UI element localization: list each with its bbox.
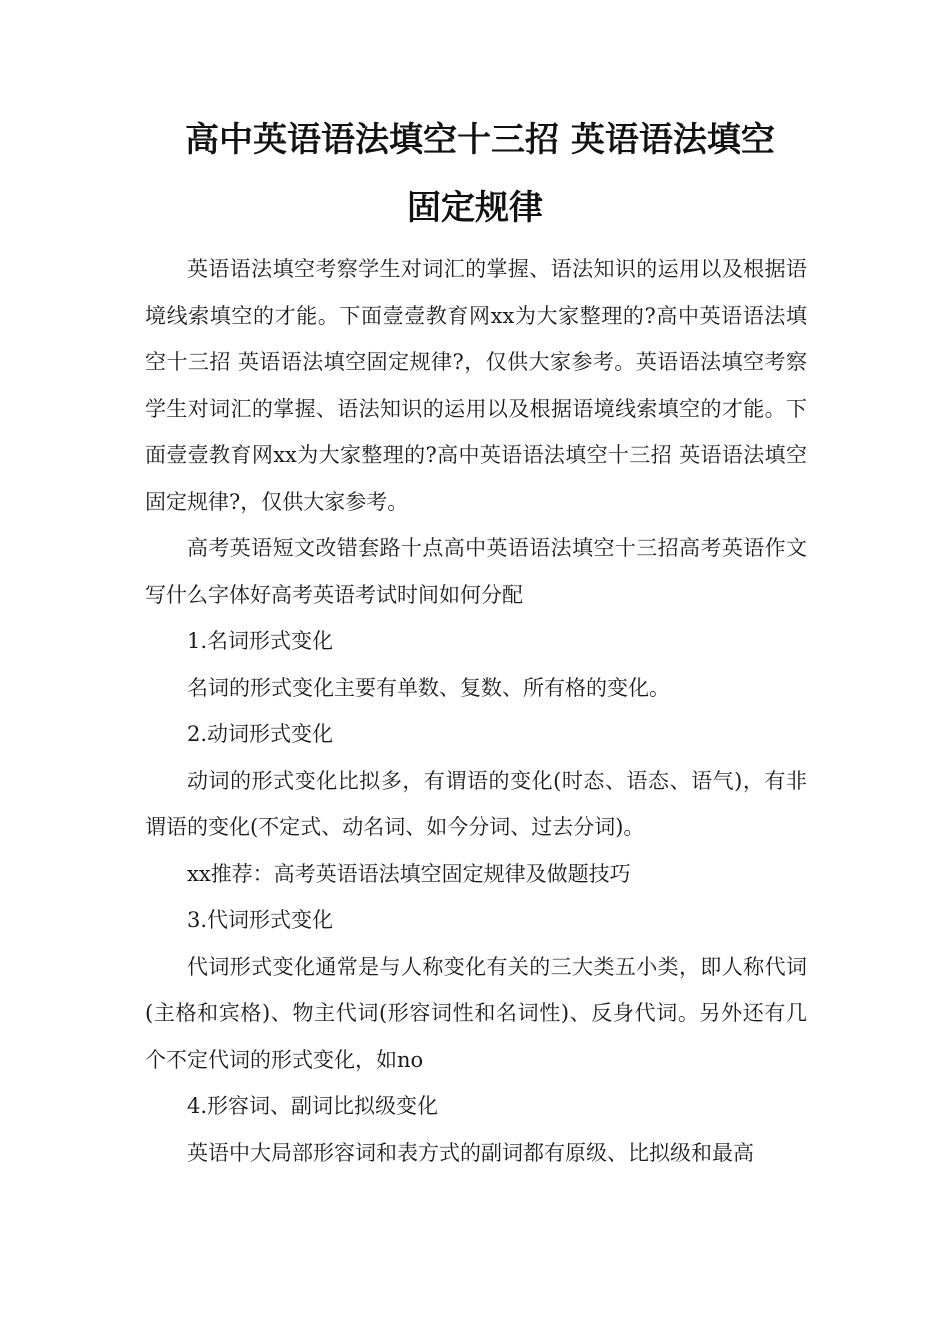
paragraph-recommendation: xx推荐：高考英语语法填空固定规律及做题技巧 [187,861,631,886]
paragraph-pronoun-forms: 代词形式变化通常是与人称变化有关的三大类五小类，即人称代词(主格和宾格)、物主代词(形容词性和名词性)、反身代词。另外还有几个不定代词的形式变化，如no [145,954,807,1072]
paragraph-related-links: 高考英语短文改错套路十点高中英语语法填空十三招高考英语作文写什么字体好高考英语考试时间如何分配 [145,536,807,607]
heading-verb-forms: 2.动词形式变化 [187,722,334,746]
paragraph-verb-forms: 动词的形式变化比拟多，有谓语的变化(时态、语态、语气)，有非谓语的变化(不定式、动名词、如今分词、过去分词)。 [145,768,807,839]
paragraph-noun-forms: 名词的形式变化主要有单数、复数、所有格的变化。 [187,675,670,700]
document-title-line-2: 固定规律 [407,188,543,228]
document-body [145,246,807,1176]
document-title-line-1: 高中英语语法填空十三招 英语语法填空 [185,120,775,160]
heading-pronoun-forms: 3.代词形式变化 [187,908,334,932]
heading-comparison-forms: 4.形容词、副词比拟级变化 [187,1094,439,1118]
heading-noun-forms: 1.名词形式变化 [187,629,334,653]
paragraph-intro: 英语语法填空考察学生对词汇的掌握、语法知识的运用以及根据语境线索填空的才能。下面壹壹教育网xx为大家整理的?高中英语语法填空十三招 英语语法填空固定规律?，仅供大家参考。英语语法填空考察学生对词汇的掌握、语法知识的运用以及根据语境线索填空的才能。下面壹壹教育网xx为大家整理的?高中英语语法填空十三招 英语语法填空固定规律?，仅供大家参考。 [145,257,807,514]
paragraph-comparison-forms: 英语中大局部形容词和表方式的副词都有原级、比拟级和最高 [187,1140,754,1165]
